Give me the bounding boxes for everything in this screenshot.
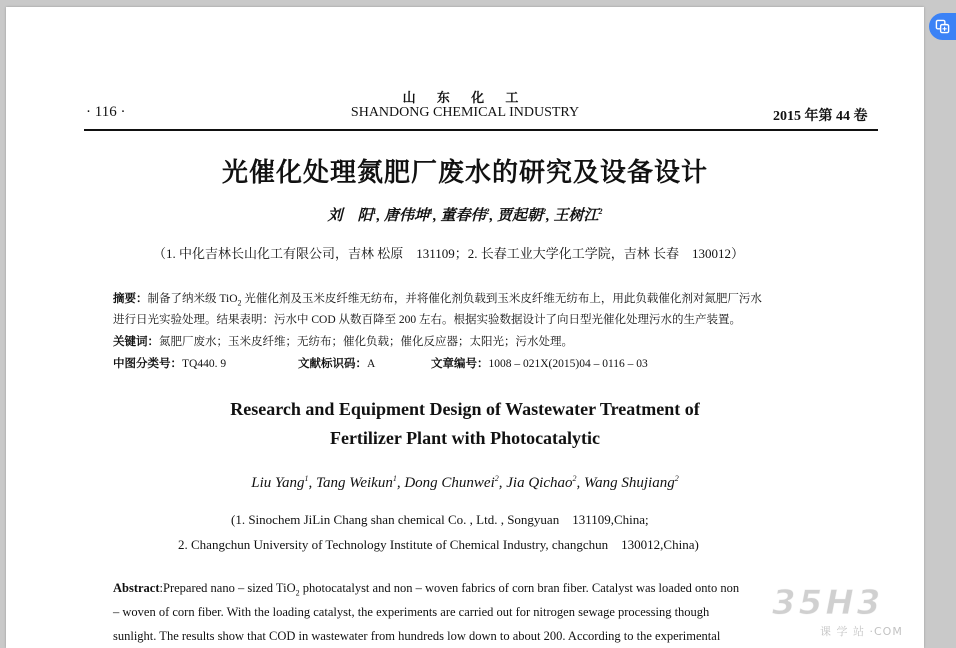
translate-icon <box>935 19 950 34</box>
title-cn: 光催化处理氮肥厂废水的研究及设备设计 <box>221 158 708 187</box>
doc-code <box>298 355 375 371</box>
abstract-en-line-2: – woven of corn fiber. With the loading catalyst, the experiments are carried out for nitrogen sewage processing though <box>113 605 710 619</box>
author-cn: 王树江 <box>553 208 599 224</box>
affiliation-cn: （1. 中化吉林长山化工有限公司，吉林 松原 131109；2. 长春工业大学化工学院，吉林 长春 130012） <box>153 246 745 261</box>
article-number-label: 文章编号： <box>431 358 489 370</box>
authors-cn: 刘 阳$^1$, 唐伟坤$^1$, 董春伟$^2$, 贾起朝$^2$, 王树江$^2$ <box>327 207 603 224</box>
abstract-cn-text: 光催化剂及玉米皮纤维无纺布，并将催化剂负载到玉米皮纤维无纺布上，用此负载催化剂对氮肥厂污水 <box>241 293 762 305</box>
author-sup: 2 <box>674 474 679 483</box>
doc-code-value: A <box>367 358 376 370</box>
abstract-cn-text: 制备了纳米级 TiO <box>147 293 238 305</box>
doc-code-label: 文献标识码： <box>298 358 367 370</box>
keywords-cn <box>113 333 573 349</box>
abstract-en-line-1 <box>113 581 739 598</box>
article-number-value: 1008 – 021X(2015)04 – 0116 – 03 <box>488 358 648 370</box>
author-en: Tang Weikun <box>316 475 393 491</box>
author-en: Jia Qichao <box>506 475 573 491</box>
watermark-domain: 课 学 站 ·COM <box>820 625 903 638</box>
author-sup: 2 <box>598 207 603 216</box>
author-cn: 唐伟坤 <box>383 208 429 224</box>
abstract-en-label: Abstract <box>113 581 160 595</box>
author-sup: 2 <box>542 207 547 216</box>
header-rule <box>84 129 878 131</box>
abstract-cn-line-1 <box>113 290 762 307</box>
abstract-cn-label: 摘要： <box>113 293 148 305</box>
abstract-en-text: photocatalyst and non – woven fabrics of corn bran fiber. Catalyst was loaded onto non <box>299 581 740 595</box>
author-sup: 2 <box>494 474 499 483</box>
abstract-en-text: :Prepared nano – sized TiO <box>159 581 296 595</box>
title-en-line-1: Research and Equipment Design of Wastewater Treatment of <box>230 399 700 419</box>
author-sup: 1 <box>304 474 309 483</box>
document-page <box>6 7 924 648</box>
authors-en: Liu Yang$^1$, Tang Weikun$^1$, Dong Chunwei$^2$, Jia Qichao$^2$, Wang Shujiang$^2$ <box>251 474 679 491</box>
abstract-en-line-3: sunlight. The results show that COD in wastewater from hundreds low down to about 200. According to the experimental <box>113 629 721 643</box>
site-watermark <box>772 583 948 641</box>
author-sup: 1 <box>372 207 377 216</box>
keywords-text: 氮肥厂废水；玉米皮纤维；无纺布；催化负载；催化反应器；太阳光；污水处理。 <box>159 336 573 348</box>
author-cn: 董春伟 <box>440 208 486 224</box>
author-cn: 刘 阳 <box>327 208 373 224</box>
keywords-label: 关键词： <box>113 336 159 348</box>
page-number: · 116 · <box>86 104 126 120</box>
author-en: Dong Chunwei <box>404 475 495 491</box>
clc-value: TQ440. 9 <box>182 358 227 370</box>
clc-number <box>113 355 226 371</box>
article-number <box>431 355 648 371</box>
journal-name-en: SHANDONG CHEMICAL INDUSTRY <box>350 105 580 120</box>
author-sup: 1 <box>392 474 397 483</box>
author-sup: 2 <box>485 207 490 216</box>
author-en: Liu Yang <box>251 475 305 491</box>
author-cn: 贾起朝 <box>497 208 543 224</box>
author-en: Wang Shujiang <box>584 475 675 491</box>
subscript: 2 <box>237 298 242 308</box>
author-sup: 1 <box>428 207 433 216</box>
volume-label: 2015 年第 44 卷 <box>773 109 868 124</box>
author-sup: 2 <box>572 474 577 483</box>
affiliation-en-line-2: 2. Changchun University of Technology Institute of Chemical Industry, changchun 130012,China) <box>178 537 699 552</box>
clc-label: 中图分类号： <box>113 358 182 370</box>
abstract-cn-line-2: 进行日光实验处理。结果表明：污水中 COD 从数百降至 200 左右。根据实验数据设计了向日型光催化处理污水的生产装置。 <box>113 314 742 326</box>
watermark-logo: 35H3 <box>772 583 884 623</box>
subscript: 2 <box>295 588 300 598</box>
title-en-line-2: Fertilizer Plant with Photocatalytic <box>329 428 601 448</box>
affiliation-en-line-1: (1. Sinochem JiLin Chang shan chemical Co. , Ltd. , Songyuan 131109,China; <box>231 512 649 527</box>
journal-name-cn: 山 东 化 工 <box>402 90 528 105</box>
translate-button[interactable] <box>929 13 956 40</box>
